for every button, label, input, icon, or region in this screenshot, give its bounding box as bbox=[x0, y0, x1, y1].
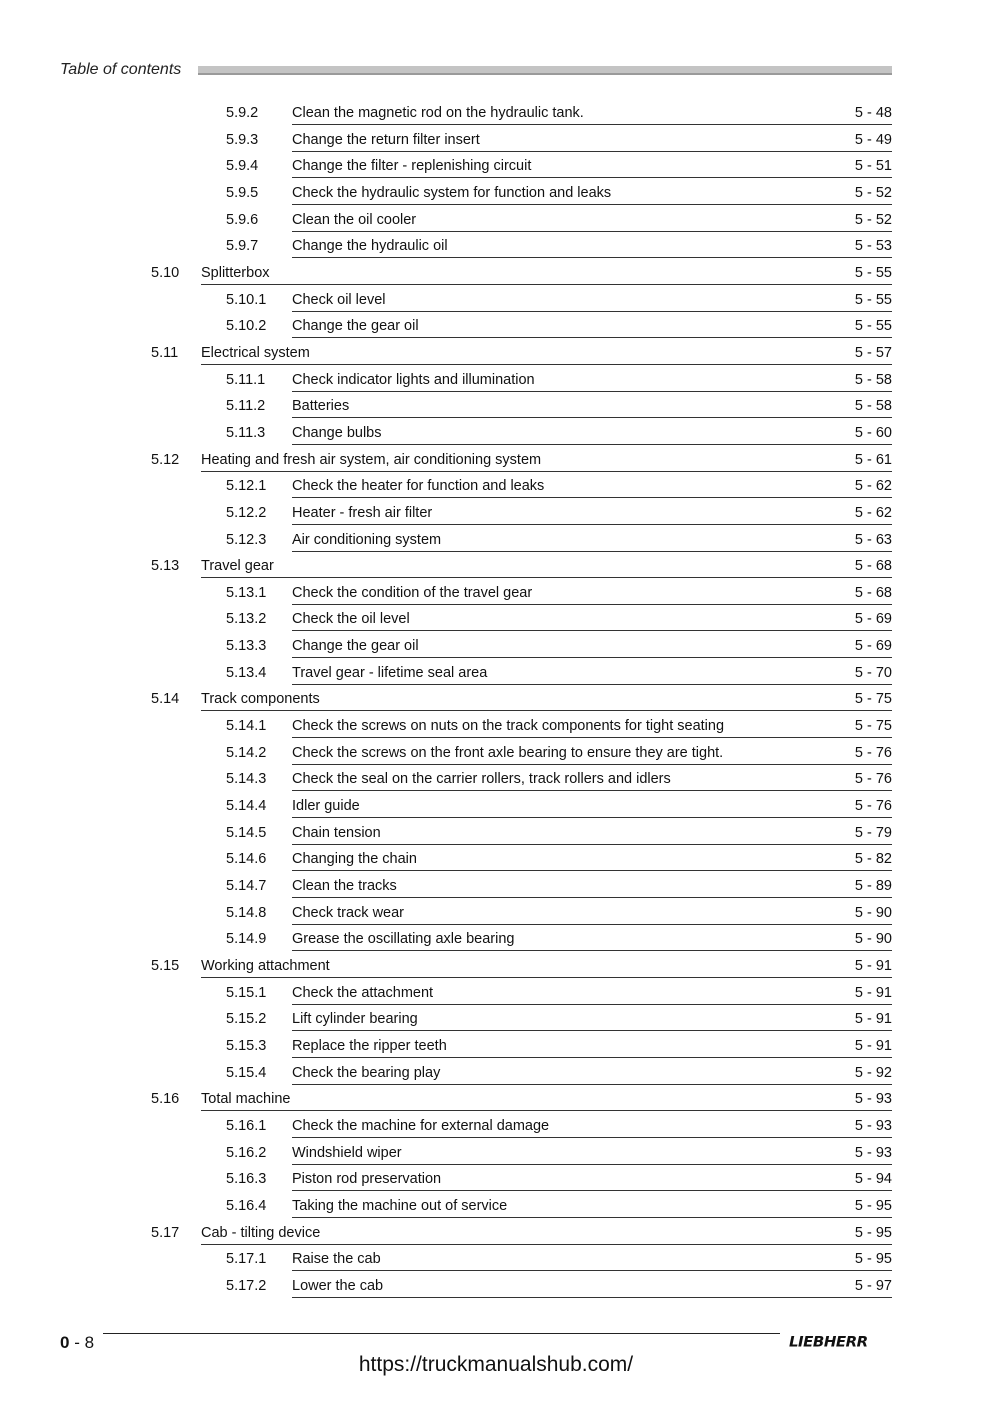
toc-entry[interactable] bbox=[0, 1113, 992, 1140]
toc-entry-title: Taking the machine out of service bbox=[292, 1197, 508, 1214]
toc-entry-rule bbox=[292, 846, 892, 871]
toc-entry-rule bbox=[292, 367, 892, 392]
toc-entry-title: Clean the oil cooler bbox=[292, 211, 417, 228]
toc-entry-title: Heater - fresh air filter bbox=[292, 504, 433, 521]
toc-entry-page: 5 - 68 bbox=[854, 584, 892, 601]
toc-entry-page: 5 - 68 bbox=[854, 558, 892, 575]
toc-entry-rule bbox=[292, 1060, 892, 1085]
toc-entry-rule bbox=[201, 1086, 892, 1111]
toc-entry-page: 5 - 76 bbox=[854, 744, 892, 761]
toc-entry-rule bbox=[292, 127, 892, 152]
toc-entry-number: 5.16.3 bbox=[226, 1171, 267, 1188]
toc-entry-rule bbox=[292, 1193, 892, 1218]
toc-entry-page: 5 - 75 bbox=[854, 718, 892, 735]
toc-entry-page: 5 - 91 bbox=[854, 1011, 892, 1028]
toc-entry-page: 5 - 95 bbox=[854, 1251, 892, 1268]
toc-entry[interactable] bbox=[0, 900, 992, 927]
toc-entry-title: Change the return filter insert bbox=[292, 131, 480, 148]
toc-entry[interactable] bbox=[0, 1220, 992, 1247]
toc-entry[interactable] bbox=[0, 660, 992, 687]
toc-entry[interactable] bbox=[0, 953, 992, 980]
toc-entry-page: 5 - 95 bbox=[854, 1224, 892, 1241]
toc-entry-rule bbox=[292, 980, 892, 1005]
toc-entry-title: Total machine bbox=[201, 1091, 291, 1108]
toc-entry-rule bbox=[292, 793, 892, 818]
toc-entry[interactable] bbox=[0, 313, 992, 340]
toc-entry-page: 5 - 76 bbox=[854, 798, 892, 815]
toc-entry-title: Check the screws on the front axle bearing to ensure they are tight. bbox=[292, 744, 724, 761]
toc-entry-rule bbox=[292, 393, 892, 418]
toc-entry[interactable] bbox=[0, 1033, 992, 1060]
toc-entry-page: 5 - 95 bbox=[854, 1197, 892, 1214]
toc-entry-title: Cab - tilting device bbox=[201, 1224, 321, 1241]
toc-entry-number: 5.13.2 bbox=[226, 611, 267, 628]
toc-entry-rule bbox=[292, 1166, 892, 1191]
toc-entry-page: 5 - 58 bbox=[854, 398, 892, 415]
table-of-contents bbox=[0, 100, 992, 1300]
toc-entry-number: 5.14.4 bbox=[226, 798, 267, 815]
toc-entry-number: 5.10.2 bbox=[226, 318, 267, 335]
toc-entry-title: Travel gear bbox=[201, 558, 274, 575]
toc-entry-page: 5 - 76 bbox=[854, 771, 892, 788]
toc-entry[interactable] bbox=[0, 1246, 992, 1273]
toc-entry-rule bbox=[292, 1033, 892, 1058]
toc-entry-title: Clean the magnetic rod on the hydraulic tank. bbox=[292, 105, 584, 121]
toc-entry-page: 5 - 49 bbox=[854, 131, 892, 148]
toc-entry[interactable] bbox=[0, 287, 992, 314]
toc-entry-title: Grease the oscillating axle bearing bbox=[292, 931, 515, 948]
toc-entry-number: 5.14.1 bbox=[226, 718, 267, 735]
toc-entry-title: Check the heater for function and leaks bbox=[292, 478, 545, 495]
toc-entry-title: Idler guide bbox=[292, 798, 360, 815]
toc-entry-rule bbox=[292, 660, 892, 685]
toc-entry-title: Electrical system bbox=[201, 344, 310, 361]
toc-entry-number: 5.13.1 bbox=[226, 584, 267, 601]
toc-entry-page: 5 - 89 bbox=[854, 878, 892, 895]
toc-entry-title: Lower the cab bbox=[292, 1277, 384, 1294]
toc-entry[interactable] bbox=[0, 926, 992, 953]
toc-entry-title: Check the seal on the carrier rollers, track rollers and idlers bbox=[292, 771, 671, 788]
toc-entry-title: Air conditioning system bbox=[292, 531, 442, 548]
toc-entry-rule bbox=[292, 633, 892, 658]
toc-entry-title: Track components bbox=[201, 691, 320, 708]
toc-entry-rule bbox=[201, 1220, 892, 1245]
toc-entry-number: 5.13 bbox=[151, 558, 180, 575]
toc-entry-title: Check the bearing play bbox=[292, 1064, 441, 1081]
toc-entry-number: 5.16 bbox=[151, 1091, 180, 1108]
toc-entry-number: 5.14.7 bbox=[226, 878, 267, 895]
toc-entry-number: 5.14.3 bbox=[226, 771, 267, 788]
toc-entry-number: 5.17 bbox=[151, 1224, 180, 1241]
toc-entry-page: 5 - 69 bbox=[854, 638, 892, 655]
toc-entry-title: Check indicator lights and illumination bbox=[292, 371, 535, 388]
toc-entry-rule bbox=[292, 527, 892, 552]
toc-entry[interactable] bbox=[0, 686, 992, 713]
toc-entry-number: 5.14.5 bbox=[226, 824, 267, 841]
toc-entry[interactable] bbox=[0, 1273, 992, 1300]
page-number bbox=[60, 1333, 94, 1353]
toc-entry-number: 5.16.2 bbox=[226, 1144, 267, 1161]
toc-entry-title: Lift cylinder bearing bbox=[292, 1011, 418, 1028]
toc-entry-number: 5.11.1 bbox=[226, 371, 266, 388]
toc-entry-number: 5.17.2 bbox=[226, 1277, 267, 1294]
toc-entry-rule bbox=[292, 500, 892, 525]
toc-entry-rule bbox=[292, 153, 892, 178]
toc-entry-number: 5.15.4 bbox=[226, 1064, 267, 1081]
toc-entry-page: 5 - 61 bbox=[854, 451, 892, 468]
toc-entry-page: 5 - 70 bbox=[854, 664, 892, 681]
toc-entry-page: 5 - 62 bbox=[854, 504, 892, 521]
toc-entry-rule bbox=[292, 580, 892, 605]
toc-entry[interactable] bbox=[0, 740, 992, 767]
toc-entry-page: 5 - 63 bbox=[854, 531, 892, 548]
toc-entry[interactable] bbox=[0, 127, 992, 154]
toc-entry[interactable] bbox=[0, 793, 992, 820]
toc-entry[interactable] bbox=[0, 873, 992, 900]
toc-entry-number: 5.14.2 bbox=[226, 744, 267, 761]
toc-entry-page: 5 - 91 bbox=[854, 1037, 892, 1054]
toc-entry-title: Check the hydraulic system for function and leaks bbox=[292, 184, 612, 201]
toc-entry-page: 5 - 52 bbox=[854, 211, 892, 228]
toc-entry-number: 5.11.2 bbox=[226, 398, 266, 415]
toc-entry-number: 5.14 bbox=[151, 691, 180, 708]
toc-entry-number: 5.16.4 bbox=[226, 1197, 267, 1214]
toc-entry-rule bbox=[292, 766, 892, 791]
toc-entry-title: Clean the tracks bbox=[292, 878, 397, 895]
toc-entry-rule bbox=[292, 233, 892, 258]
toc-entry-page: 5 - 91 bbox=[854, 958, 892, 974]
toc-entry-page: 5 - 53 bbox=[854, 238, 892, 255]
toc-entry-title: Replace the ripper teeth bbox=[292, 1037, 447, 1054]
toc-entry[interactable] bbox=[0, 100, 992, 127]
toc-entry-rule bbox=[292, 606, 892, 631]
toc-entry-title: Batteries bbox=[292, 398, 350, 415]
toc-entry-rule bbox=[201, 340, 892, 365]
toc-entry[interactable] bbox=[0, 153, 992, 180]
toc-entry[interactable] bbox=[0, 606, 992, 633]
toc-entry[interactable] bbox=[0, 207, 992, 234]
toc-entry-title: Piston rod preservation bbox=[292, 1171, 442, 1188]
toc-entry-number: 5.9.5 bbox=[226, 184, 259, 201]
liebherr-logo: LIEBHERR bbox=[789, 1333, 868, 1351]
toc-entry[interactable] bbox=[0, 447, 992, 474]
toc-entry-page: 5 - 55 bbox=[854, 291, 892, 308]
toc-entry-title: Check oil level bbox=[292, 291, 386, 308]
toc-entry-title: Windshield wiper bbox=[292, 1144, 402, 1161]
toc-entry[interactable] bbox=[0, 527, 992, 554]
toc-entry-number: 5.9.6 bbox=[226, 211, 259, 228]
toc-entry[interactable] bbox=[0, 260, 992, 287]
toc-entry-title: Change the filter - replenishing circuit bbox=[292, 158, 532, 175]
toc-entry-number: 5.14.6 bbox=[226, 851, 267, 868]
toc-entry-page: 5 - 97 bbox=[854, 1277, 892, 1294]
toc-entry-page: 5 - 69 bbox=[854, 611, 892, 628]
page-header-title: Table of contents bbox=[60, 61, 182, 78]
toc-entry-rule bbox=[201, 953, 892, 978]
toc-entry-rule bbox=[292, 900, 892, 925]
toc-entry-number: 5.12.2 bbox=[226, 504, 267, 521]
toc-entry-title: Changing the chain bbox=[292, 851, 417, 868]
toc-entry-rule bbox=[292, 1006, 892, 1031]
toc-entry-rule bbox=[292, 1246, 892, 1271]
toc-entry-page: 5 - 92 bbox=[854, 1064, 892, 1081]
toc-entry-number: 5.11.3 bbox=[226, 424, 266, 441]
toc-entry-page: 5 - 91 bbox=[854, 984, 892, 1001]
toc-entry-rule bbox=[292, 287, 892, 312]
toc-entry[interactable] bbox=[0, 766, 992, 793]
toc-entry-page: 5 - 93 bbox=[854, 1117, 892, 1134]
toc-entry-number: 5.16.1 bbox=[226, 1117, 267, 1134]
toc-entry-title: Check the screws on nuts on the track components for tight seating bbox=[292, 718, 725, 735]
toc-entry[interactable] bbox=[0, 980, 992, 1007]
toc-entry[interactable] bbox=[0, 1006, 992, 1033]
chapter-number: 0 bbox=[60, 1333, 70, 1352]
footer-rule bbox=[103, 1333, 780, 1334]
toc-entry-title: Change bulbs bbox=[292, 424, 382, 441]
toc-entry[interactable] bbox=[0, 713, 992, 740]
toc-entry-rule bbox=[292, 1273, 892, 1298]
toc-entry-page: 5 - 79 bbox=[854, 824, 892, 841]
toc-entry-rule bbox=[292, 740, 892, 765]
toc-entry[interactable] bbox=[0, 473, 992, 500]
toc-entry-number: 5.15 bbox=[151, 958, 180, 974]
toc-entry-rule bbox=[292, 1140, 892, 1165]
toc-entry[interactable] bbox=[0, 420, 992, 447]
footer-url-link[interactable]: https://truckmanualshub.com/ bbox=[358, 1353, 634, 1376]
toc-entry-page: 5 - 55 bbox=[854, 264, 892, 281]
toc-entry-rule bbox=[292, 100, 892, 125]
toc-entry-number: 5.10.1 bbox=[226, 291, 267, 308]
toc-entry-title: Splitterbox bbox=[201, 264, 270, 281]
toc-entry-number: 5.15.3 bbox=[226, 1037, 267, 1054]
toc-entry[interactable] bbox=[0, 580, 992, 607]
toc-entry-title: Check the machine for external damage bbox=[292, 1117, 550, 1134]
toc-entry[interactable] bbox=[0, 340, 992, 367]
toc-entry-page: 5 - 60 bbox=[854, 424, 892, 441]
toc-entry-page: 5 - 48 bbox=[854, 105, 892, 121]
toc-entry-rule bbox=[292, 180, 892, 205]
toc-entry-page: 5 - 57 bbox=[854, 344, 892, 361]
toc-entry-number: 5.11 bbox=[151, 344, 179, 361]
toc-entry-rule bbox=[292, 313, 892, 338]
toc-entry-rule bbox=[292, 713, 892, 738]
toc-entry-title: Change the gear oil bbox=[292, 638, 419, 655]
toc-entry[interactable] bbox=[0, 393, 992, 420]
toc-entry-rule bbox=[292, 420, 892, 445]
toc-entry[interactable] bbox=[0, 180, 992, 207]
toc-entry-title: Heating and fresh air system, air conditioning system bbox=[201, 451, 542, 468]
toc-entry[interactable] bbox=[0, 1086, 992, 1113]
toc-entry-rule bbox=[292, 926, 892, 951]
toc-entry-number: 5.12.1 bbox=[226, 478, 267, 495]
toc-entry-rule bbox=[201, 686, 892, 711]
toc-entry-rule bbox=[201, 447, 892, 472]
toc-entry-rule bbox=[292, 820, 892, 845]
toc-entry-page: 5 - 90 bbox=[854, 931, 892, 948]
toc-entry[interactable] bbox=[0, 1140, 992, 1167]
toc-entry-title: Change the gear oil bbox=[292, 318, 419, 335]
toc-entry[interactable] bbox=[0, 553, 992, 580]
toc-entry-page: 5 - 51 bbox=[854, 158, 892, 175]
toc-entry-page: 5 - 75 bbox=[854, 691, 892, 708]
toc-entry-number: 5.10 bbox=[151, 264, 180, 281]
page-number-suffix: - 8 bbox=[69, 1333, 95, 1352]
toc-entry-number: 5.15.2 bbox=[226, 1011, 267, 1028]
toc-entry[interactable] bbox=[0, 1166, 992, 1193]
toc-entry-number: 5.13.4 bbox=[226, 664, 267, 681]
toc-entry-title: Working attachment bbox=[201, 958, 330, 974]
toc-entry[interactable] bbox=[0, 846, 992, 873]
toc-entry[interactable] bbox=[0, 820, 992, 847]
toc-entry-number: 5.12.3 bbox=[226, 531, 267, 548]
toc-entry-page: 5 - 94 bbox=[854, 1171, 892, 1188]
toc-entry-number: 5.14.9 bbox=[226, 931, 267, 948]
toc-entry-title: Raise the cab bbox=[292, 1251, 381, 1268]
toc-entry-page: 5 - 93 bbox=[854, 1091, 892, 1108]
toc-entry-number: 5.9.7 bbox=[226, 238, 259, 255]
toc-entry-title: Change the hydraulic oil bbox=[292, 238, 448, 255]
toc-entry-title: Check the oil level bbox=[292, 611, 410, 628]
toc-entry[interactable] bbox=[0, 233, 992, 260]
toc-entry[interactable] bbox=[0, 1193, 992, 1220]
toc-entry-page: 5 - 93 bbox=[854, 1144, 892, 1161]
toc-entry-title: Check the condition of the travel gear bbox=[292, 584, 533, 601]
toc-entry[interactable] bbox=[0, 500, 992, 527]
toc-entry-page: 5 - 52 bbox=[854, 184, 892, 201]
toc-entry-number: 5.14.8 bbox=[226, 904, 267, 921]
toc-entry-title: Check the attachment bbox=[292, 984, 434, 1001]
toc-entry-rule bbox=[292, 873, 892, 898]
toc-entry-number: 5.9.2 bbox=[226, 105, 259, 121]
toc-entry-number: 5.17.1 bbox=[226, 1251, 267, 1268]
toc-entry-rule bbox=[292, 473, 892, 498]
toc-entry[interactable] bbox=[0, 633, 992, 660]
toc-entry-number: 5.9.4 bbox=[226, 158, 259, 175]
toc-entry-rule bbox=[201, 260, 892, 285]
toc-entry-page: 5 - 62 bbox=[854, 478, 892, 495]
toc-entry-number: 5.13.3 bbox=[226, 638, 267, 655]
toc-entry-title: Chain tension bbox=[292, 824, 381, 841]
toc-entry-number: 5.12 bbox=[151, 451, 180, 468]
toc-entry-page: 5 - 82 bbox=[854, 851, 892, 868]
header-rule bbox=[198, 66, 892, 75]
toc-entry[interactable] bbox=[0, 1060, 992, 1087]
toc-entry-number: 5.9.3 bbox=[226, 131, 259, 148]
toc-entry-title: Check track wear bbox=[292, 904, 405, 921]
toc-entry[interactable] bbox=[0, 367, 992, 394]
toc-entry-page: 5 - 55 bbox=[854, 318, 892, 335]
toc-entry-rule bbox=[292, 207, 892, 232]
toc-entry-title: Travel gear - lifetime seal area bbox=[292, 664, 488, 681]
toc-entry-rule bbox=[292, 1113, 892, 1138]
toc-entry-rule bbox=[201, 553, 892, 578]
toc-entry-page: 5 - 58 bbox=[854, 371, 892, 388]
toc-entry-number: 5.15.1 bbox=[226, 984, 267, 1001]
toc-entry-page: 5 - 90 bbox=[854, 904, 892, 921]
